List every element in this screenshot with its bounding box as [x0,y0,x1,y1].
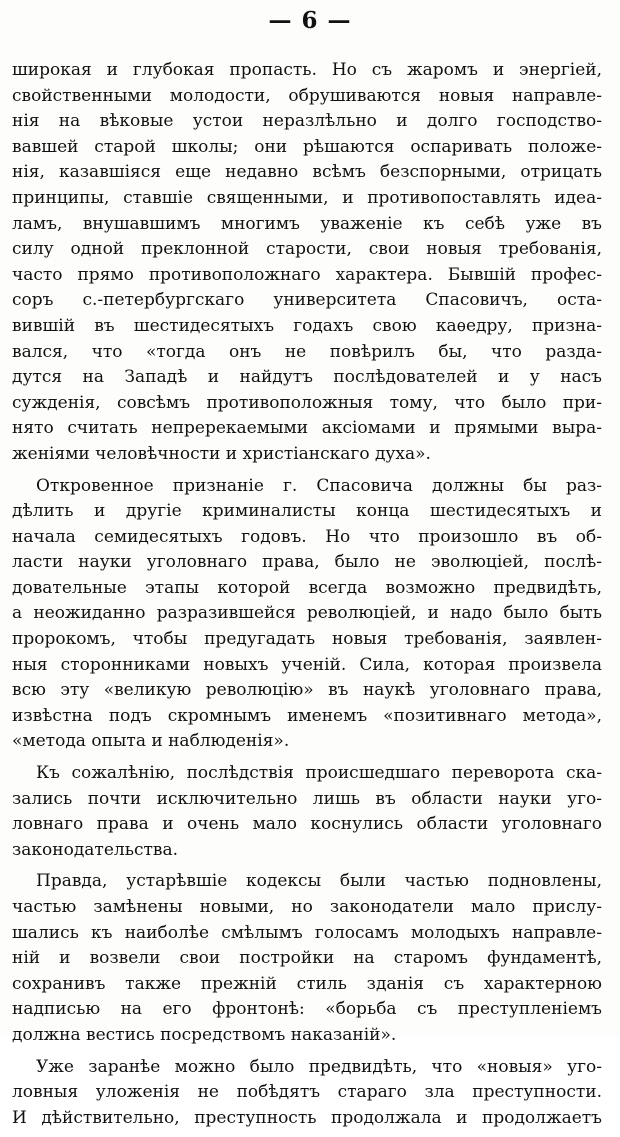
text-line: зались почти исключительно лишь въ области науки уго- [12,788,602,809]
text-line: силу одной преклонной старости, свои новыя требованія, [12,239,602,260]
text-line: «метода опыта и наблюденія». [12,731,290,752]
text-line: вившій въ шестидесятыхъ годахъ свою каѳедру, признa- [12,315,602,336]
text-line: широкая и глубокая пропасть. Но съ жаромъ и энергiей, [12,60,602,80]
text-line: частью замѣнены новыми, но законодатели мало прислу- [12,897,602,917]
text-line: довательные этапы которой всегда возможно предвидѣть, [12,577,602,598]
text-line: Откровенное признаніе г. Спасовича должны бы раз- [36,475,602,496]
text-line: женіями человѣчности и христіанскаго духа». [12,443,431,464]
text-line: законодательства. [12,839,178,860]
text-line: дѣлить и другіе криминалисты конца шестидесятыхъ и [12,501,602,522]
text-line: свойственными молодости, обрушиваются новыя направле- [12,85,602,106]
text-line: нія на вѣковые устои неразлѣльно и долго господство- [12,111,602,132]
paragraph-4 [12,869,602,1048]
text-line: нято считать непререкаемыми аксіомами и прямыми выра- [12,418,602,439]
text-line: вавшей старой школы; они рѣшаются оспаривать положе- [12,136,602,157]
text-line: ній и возвели свои постройки на старомъ фундаментѣ, [12,948,602,969]
text-line: принципы, ставшіе священными, и противопоставлять идеа- [12,187,602,208]
text-line: часто прямо противоположнаго характера. Бывшій профес- [12,264,602,285]
paragraph-2 [12,474,602,756]
text-line: надписью на его фронтонѣ: «борьба съ преступленіемъ [12,999,602,1020]
text-line: вался, что «тогда онъ не повѣрилъ бы, что разда- [12,341,602,362]
text-line: сохранивъ также прежній стиль зданія съ характерною [12,973,602,994]
text-line: ласти науки уголовнаго права, было не эволюціей, послѣ- [12,552,602,573]
paragraph-1 [12,58,602,468]
body-text [12,58,602,1137]
text-line: должна вестись посредствомъ наказаній». [12,1024,397,1045]
text-line: а неожиданно разразившейся революціей, и надо было быть [12,603,602,624]
text-line: И дѣйствительно, преступность продолжала и продолжаетъ [12,1107,602,1128]
text-line: ныя сторонниками новыхъ ученій. Сила, которая произвела [12,654,602,675]
text-line: ловнаго права и очень мало коснулись области уголовнаго [12,814,602,835]
text-line: извѣстна подъ скромнымъ именемъ «позитивнаго метода», [12,705,602,726]
text-line: ламъ, внушавшимъ многимъ уваженіе къ себѣ уже въ [12,213,602,234]
text-line: нія, казавшіяся еще недавно всѣмъ безспорными, отрицать [12,162,602,183]
text-line: начала семидесятыхъ годовъ. Но что произошло въ об- [12,526,602,547]
text-line: пророкомъ, чтобы предугадать новыя требованія, заявлен- [12,629,602,650]
text-line: Уже заранѣе можно было предвидѣть, что «новыя» уго- [36,1056,602,1077]
text-line: сужденія, совсѣмъ противоположныя тому, что было при- [12,392,602,413]
paragraph-5 [12,1055,602,1132]
text-line: Къ сожалѣнію, послѣдствія происшедшаго переворота ска- [36,763,602,784]
text-line: соръ с.-петербургскаго университета Спасовичъ, оста- [12,290,602,311]
text-line: ловныя уложенія не побѣдятъ стараго зла преступности. [12,1082,602,1103]
text-line: дутся на Западѣ и найдутъ послѣдователей и у насъ [12,367,602,388]
paragraph-3 [12,761,602,863]
page-number: — 6 — [268,7,352,34]
text-line: Правда, устарѣвшіе кодексы были частью подновлены, [36,871,602,892]
text-line: всю эту «великую революцію» въ наукѣ уголовнаго права, [12,680,602,701]
text-line: шались къ наиболѣе смѣлымъ голосамъ молодыхъ направле- [12,922,602,943]
